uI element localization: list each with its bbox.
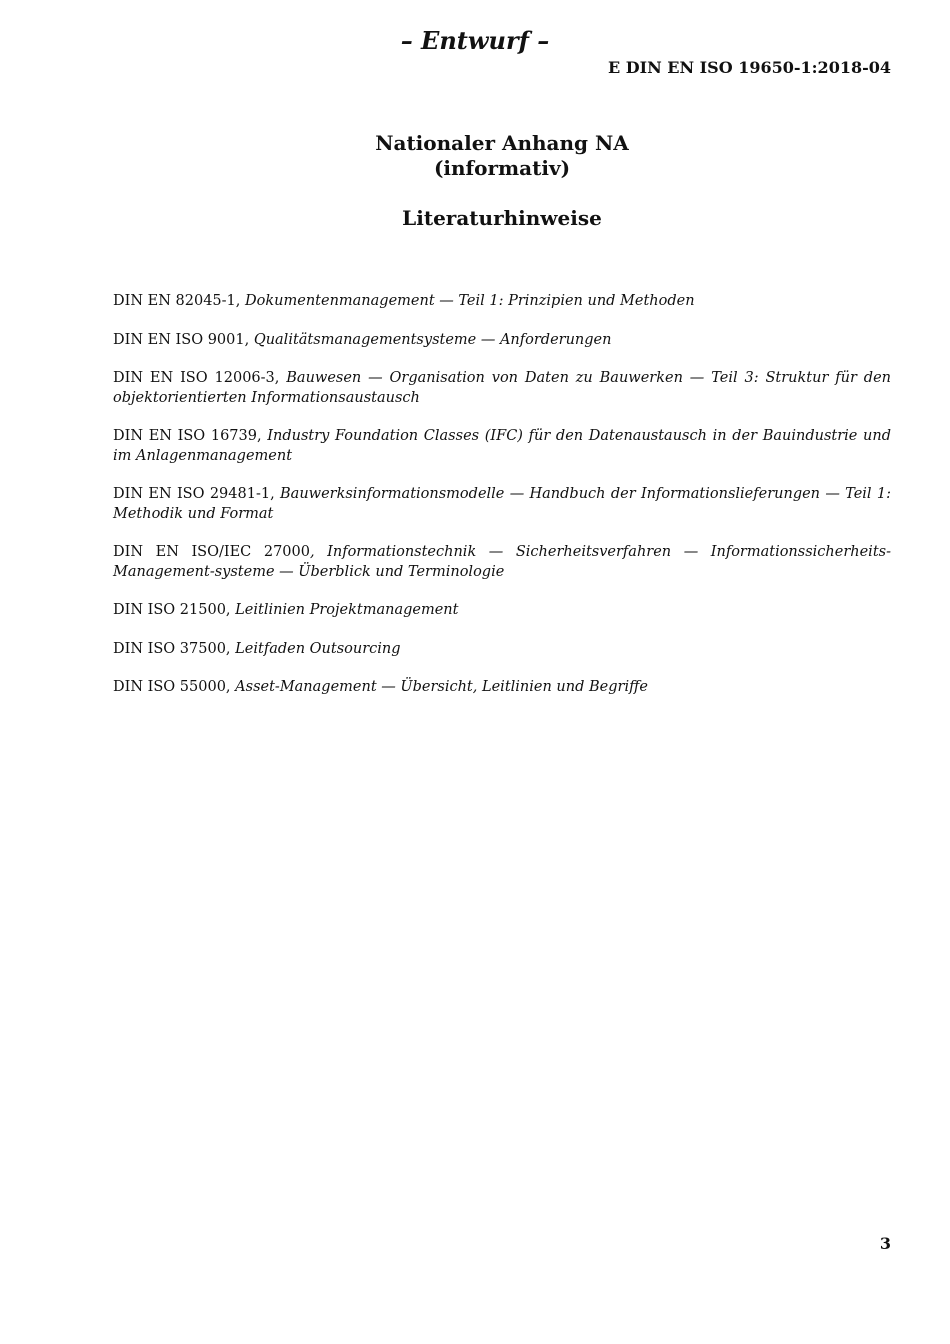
- document-number: E DIN EN ISO 19650-1:2018-04: [607, 58, 891, 77]
- reference-item: [113, 427, 891, 466]
- reference-title: Bauwerksinformationsmodelle — Handbuch der Informationslieferungen — Teil 1: Methodik und Format: [113, 486, 891, 522]
- reference-item: [113, 678, 891, 698]
- reference-title: Dokumentenmanagement — Teil 1: Prinzipien und Methoden: [245, 293, 695, 309]
- reference-code: DIN EN ISO 29481-1,: [113, 486, 281, 502]
- reference-title: Industry Foundation Classes (IFC) für den Datenaustausch in der Bauindustrie und im Anlagenmanagement: [113, 428, 891, 464]
- reference-code: DIN EN ISO 12006-3,: [113, 370, 287, 386]
- page-number: 3: [879, 1234, 891, 1253]
- reference-title: , Informationstechnik — Sicherheitsverfahren — Informationssicherheits-Management-systeme — Überblick und Terminologie: [113, 544, 891, 580]
- reference-title: Bauwesen — Organisation von Daten zu Bauwerken — Teil 3: Struktur für den objektorientierten Informationsaustausch: [113, 370, 891, 406]
- reference-list: [113, 292, 891, 717]
- reference-item: [113, 601, 891, 621]
- reference-code: DIN ISO 55000,: [113, 679, 236, 695]
- reference-title: Asset-Management — Übersicht, Leitlinien und Begriffe: [235, 679, 648, 695]
- reference-title: Leitfaden Outsourcing: [235, 640, 401, 657]
- annex-title-line1: Nationaler Anhang NA: [375, 131, 629, 155]
- reference-code: DIN EN ISO 16739,: [113, 428, 268, 444]
- reference-item: [113, 292, 891, 312]
- reference-item: [113, 331, 891, 351]
- annex-title-line2: (informativ): [433, 156, 571, 180]
- reference-title: Leitlinien Projektmanagement: [235, 602, 459, 618]
- reference-item: [113, 543, 891, 582]
- reference-code: DIN ISO 21500,: [113, 602, 236, 618]
- reference-code: DIN EN ISO/IEC 27000: [113, 544, 310, 560]
- reference-item: [113, 640, 891, 660]
- reference-code: DIN EN 82045-1,: [113, 293, 246, 309]
- reference-code: DIN EN ISO 9001,: [113, 331, 254, 348]
- section-heading: Literaturhinweise: [402, 206, 602, 230]
- reference-title: Qualitätsmanagementsysteme — Anforderungen: [253, 331, 612, 348]
- annex-title: [0, 131, 950, 181]
- reference-item: [113, 369, 891, 408]
- reference-code: DIN ISO 37500,: [113, 640, 236, 657]
- draft-label: – Entwurf –: [400, 26, 550, 55]
- reference-item: [113, 485, 891, 524]
